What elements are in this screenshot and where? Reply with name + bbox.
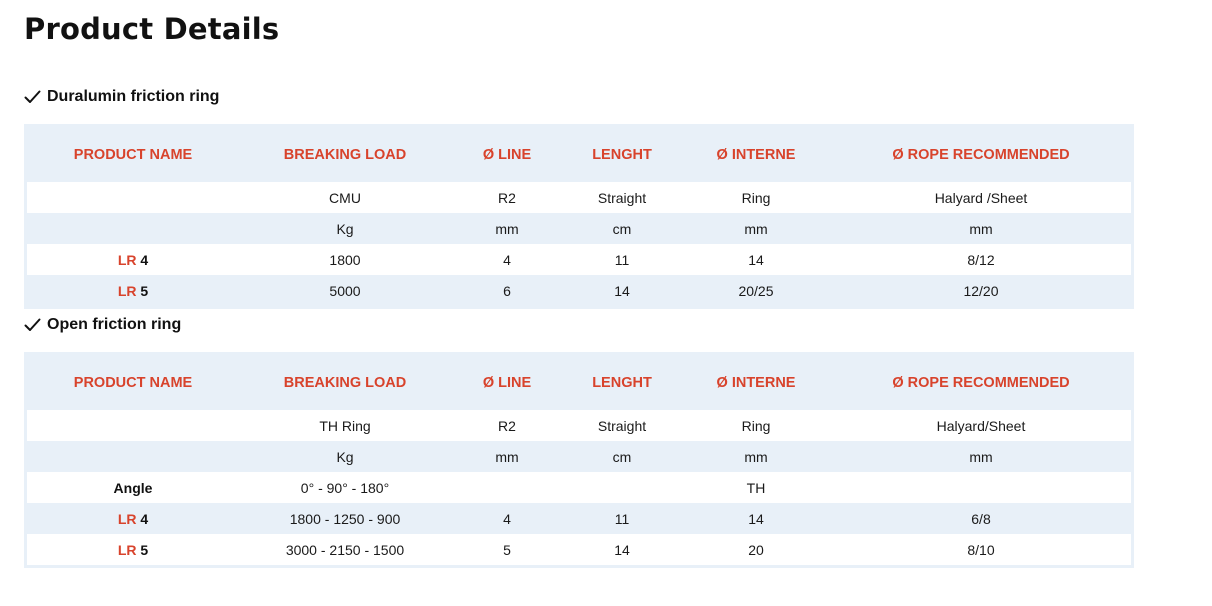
table-cell: mm xyxy=(451,441,563,472)
header-length: LENGHT xyxy=(563,127,681,182)
table-header-row xyxy=(27,355,1131,410)
product-name-cell xyxy=(27,534,239,565)
table-cell: Ring xyxy=(681,182,831,213)
table-cell: 3000 - 2150 - 1500 xyxy=(239,534,451,565)
table-cell: 14 xyxy=(681,503,831,534)
table-cell: Halyard /Sheet xyxy=(831,182,1131,213)
header-line: Ø LINE xyxy=(451,355,563,410)
table-cell: 14 xyxy=(681,244,831,275)
table-row xyxy=(27,275,1131,306)
table-cell: 4 xyxy=(451,503,563,534)
product-name-cell xyxy=(27,410,239,441)
product-size: 4 xyxy=(140,251,149,268)
header-rope-recommended: Ø ROPE RECOMMENDED xyxy=(831,355,1131,410)
table-row xyxy=(27,182,1131,213)
table-cell: Kg xyxy=(239,213,451,244)
header-interne: Ø INTERNE xyxy=(681,355,831,410)
table-cell: 14 xyxy=(563,534,681,565)
table-cell: 11 xyxy=(563,244,681,275)
product-size: 5 xyxy=(140,541,149,558)
product-name-cell xyxy=(27,182,239,213)
section-heading-label: Duralumin friction ring xyxy=(47,88,220,105)
section-heading-label: Open friction ring xyxy=(47,316,182,333)
table-cell: R2 xyxy=(451,182,563,213)
header-breaking-load: BREAKING LOAD xyxy=(239,355,451,410)
header-line: Ø LINE xyxy=(451,127,563,182)
table-cell: 4 xyxy=(451,244,563,275)
product-size: 5 xyxy=(140,282,149,299)
table-cell: R2 xyxy=(451,410,563,441)
table-cell: Straight xyxy=(563,410,681,441)
table-cell: 0° - 90° - 180° xyxy=(239,472,451,503)
product-prefix: LR xyxy=(117,541,137,558)
product-size: 4 xyxy=(140,510,149,527)
table-cell: 8/12 xyxy=(831,244,1131,275)
table-header-row xyxy=(27,127,1131,182)
table-row xyxy=(27,213,1131,244)
table-cell: 8/10 xyxy=(831,534,1131,565)
table-cell: 1800 - 1250 - 900 xyxy=(239,503,451,534)
table-cell: 20/25 xyxy=(681,275,831,306)
table-cell: Kg xyxy=(239,441,451,472)
product-name-cell xyxy=(27,213,239,244)
header-interne: Ø INTERNE xyxy=(681,127,831,182)
table-row xyxy=(27,441,1131,472)
table-cell: 20 xyxy=(681,534,831,565)
product-prefix: LR xyxy=(117,251,137,268)
table-cell: Ring xyxy=(681,410,831,441)
product-prefix: LR xyxy=(117,282,137,299)
table-cell: 6/8 xyxy=(831,503,1131,534)
header-product-name: PRODUCT NAME xyxy=(27,127,239,182)
table-cell: TH Ring xyxy=(239,410,451,441)
product-prefix: LR xyxy=(117,510,137,527)
header-length: LENGHT xyxy=(563,355,681,410)
table-row xyxy=(27,534,1131,565)
row-label-angle: Angle xyxy=(27,472,239,503)
check-icon xyxy=(24,90,41,104)
table-row xyxy=(27,244,1131,275)
check-icon xyxy=(24,318,41,332)
table-cell: cm xyxy=(563,441,681,472)
table-cell: 11 xyxy=(563,503,681,534)
table-cell: 5 xyxy=(451,534,563,565)
table-cell xyxy=(831,472,1131,503)
table-cell: 14 xyxy=(563,275,681,306)
table-cell xyxy=(451,472,563,503)
table-cell: Halyard/Sheet xyxy=(831,410,1131,441)
table-row xyxy=(27,503,1131,534)
table-cell: TH xyxy=(681,472,831,503)
product-name-cell xyxy=(27,244,239,275)
table-cell: mm xyxy=(831,441,1131,472)
table-cell: cm xyxy=(563,213,681,244)
table-row xyxy=(27,472,1131,503)
page-title: Product Details xyxy=(24,12,280,46)
product-name-cell xyxy=(27,503,239,534)
product-name-cell xyxy=(27,441,239,472)
table-cell: 12/20 xyxy=(831,275,1131,306)
open-ring-table xyxy=(24,352,1134,568)
duralumin-table xyxy=(24,124,1134,309)
table-cell: mm xyxy=(831,213,1131,244)
table-cell: CMU xyxy=(239,182,451,213)
header-breaking-load: BREAKING LOAD xyxy=(239,127,451,182)
table-cell: 6 xyxy=(451,275,563,306)
header-product-name: PRODUCT NAME xyxy=(27,355,239,410)
section-heading-open xyxy=(24,315,181,335)
table-cell: mm xyxy=(451,213,563,244)
table-cell xyxy=(563,472,681,503)
table-cell: Straight xyxy=(563,182,681,213)
table-cell: mm xyxy=(681,441,831,472)
product-name-cell xyxy=(27,275,239,306)
table-row xyxy=(27,410,1131,441)
table-cell: 5000 xyxy=(239,275,451,306)
table-cell: 1800 xyxy=(239,244,451,275)
table-cell: mm xyxy=(681,213,831,244)
header-rope-recommended: Ø ROPE RECOMMENDED xyxy=(831,127,1131,182)
section-heading-duralumin xyxy=(24,87,219,107)
